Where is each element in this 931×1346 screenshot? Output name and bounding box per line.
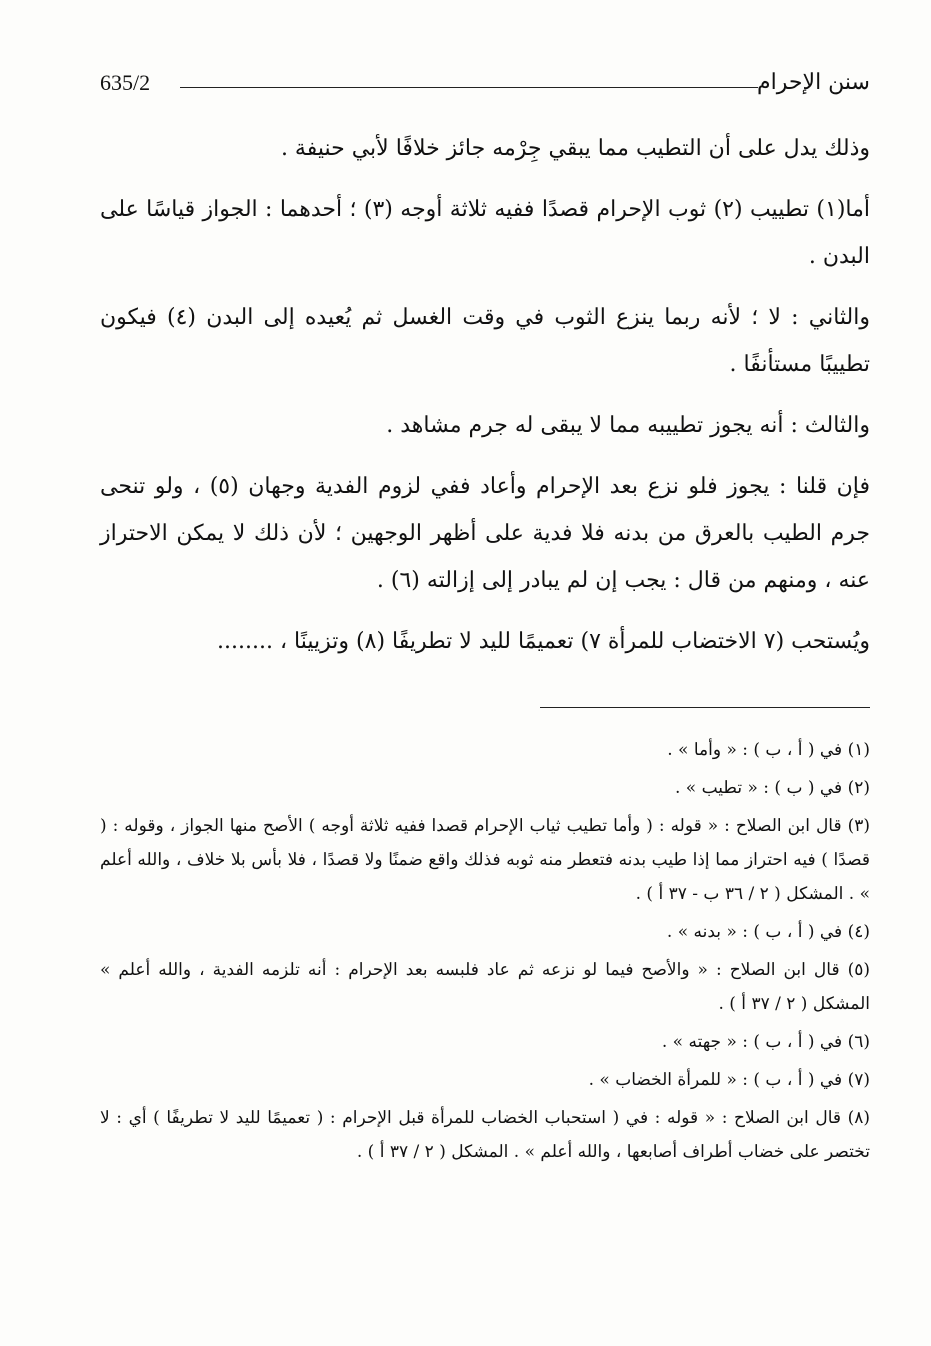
header-rule bbox=[180, 87, 758, 88]
paragraph: ويُستحب (٧ الاختضاب للمرأة ٧) تعميمًا لليد لا تطريفًا (٨) وتزيينًا ، ........ bbox=[217, 629, 870, 654]
footnotes bbox=[100, 733, 870, 1173]
footnote: (٦) في ( أ ، ب ) : « جهته » . bbox=[661, 1032, 870, 1052]
paragraph: وذلك يدل على أن التطيب مما يبقي جِرْمه جائز خلافًا لأبي حنيفة . bbox=[280, 136, 870, 161]
footnote: (٤) في ( أ ، ب ) : « بدنه » . bbox=[666, 922, 870, 942]
footnote: (١) في ( أ ، ب ) : « وأما » . bbox=[667, 740, 870, 760]
main-text bbox=[100, 125, 870, 679]
footnote: (٨) قال ابن الصلاح : « قوله : في ( استحباب الخضاب للمرأة قبل الإحرام : ( تعميمًا لليد لا تطريفًا ) أي : لا تختصر على خضاب أطراف أصابعها ، والله أعلم » . المشكل ( ٢ / ٣٧ أ ) . bbox=[100, 1108, 870, 1162]
footnote: (٧) في ( أ ، ب ) : « للمرأة الخضاب » . bbox=[588, 1070, 870, 1090]
footnote: (٥) قال ابن الصلاح : « والأصح فيما لو نزعه ثم عاد فلبسه بعد الإحرام : أنه تلزمه الفدية ، والله أعلم » المشكل ( ٢ / ٣٧ أ ) . bbox=[100, 960, 870, 1014]
chapter-title: سنن الإحرام bbox=[757, 70, 870, 95]
page-number: 635/2 bbox=[100, 70, 151, 95]
footnote: (٣) قال ابن الصلاح : « قوله : ( وأما تطيب ثياب الإحرام قصدا ففيه ثلاثة أوجه ) الأصح منها الجواز ، وقوله : ( قصدًا ) فيه احتراز مما إذا طيب بدنه فتعطر منه ثوبه فذلك واقع ضمنًا ولا قصدًا ، فلا بأس بلا خلاف ، والله أعلم » . المشكل ( ٢ / ٣٦ ب - ٣٧ أ ) . bbox=[100, 816, 870, 904]
paragraph: أما(١) تطييب (٢) ثوب الإحرام قصدًا ففيه ثلاثة أوجه (٣) ؛ أحدهما : الجواز قياسًا على البدن . bbox=[100, 197, 870, 269]
paragraph: والثاني : لا ؛ لأنه ربما ينزع الثوب في وقت الغسل ثم يُعيده إلى البدن (٤) فيكون تطييبًا مستأنفًا . bbox=[100, 305, 870, 377]
footnote: (٢) في ( ب ) : « تطيب » . bbox=[674, 778, 870, 798]
paragraph: فإن قلنا : يجوز فلو نزع بعد الإحرام وأعاد ففي لزوم الفدية وجهان (٥) ، ولو تنحى جرم الطيب بالعرق من بدنه فلا فدية على أظهر الوجهين ؛ لأن ذلك لا يمكن الاحتراز عنه ، ومنهم من قال : يجب إن لم يبادر إلى إزالته (٦) . bbox=[100, 474, 870, 593]
paragraph: والثالث : أنه يجوز تطييبه مما لا يبقى له جرم مشاهد . bbox=[386, 413, 870, 438]
footnote-separator bbox=[540, 707, 870, 708]
running-header bbox=[100, 70, 870, 102]
